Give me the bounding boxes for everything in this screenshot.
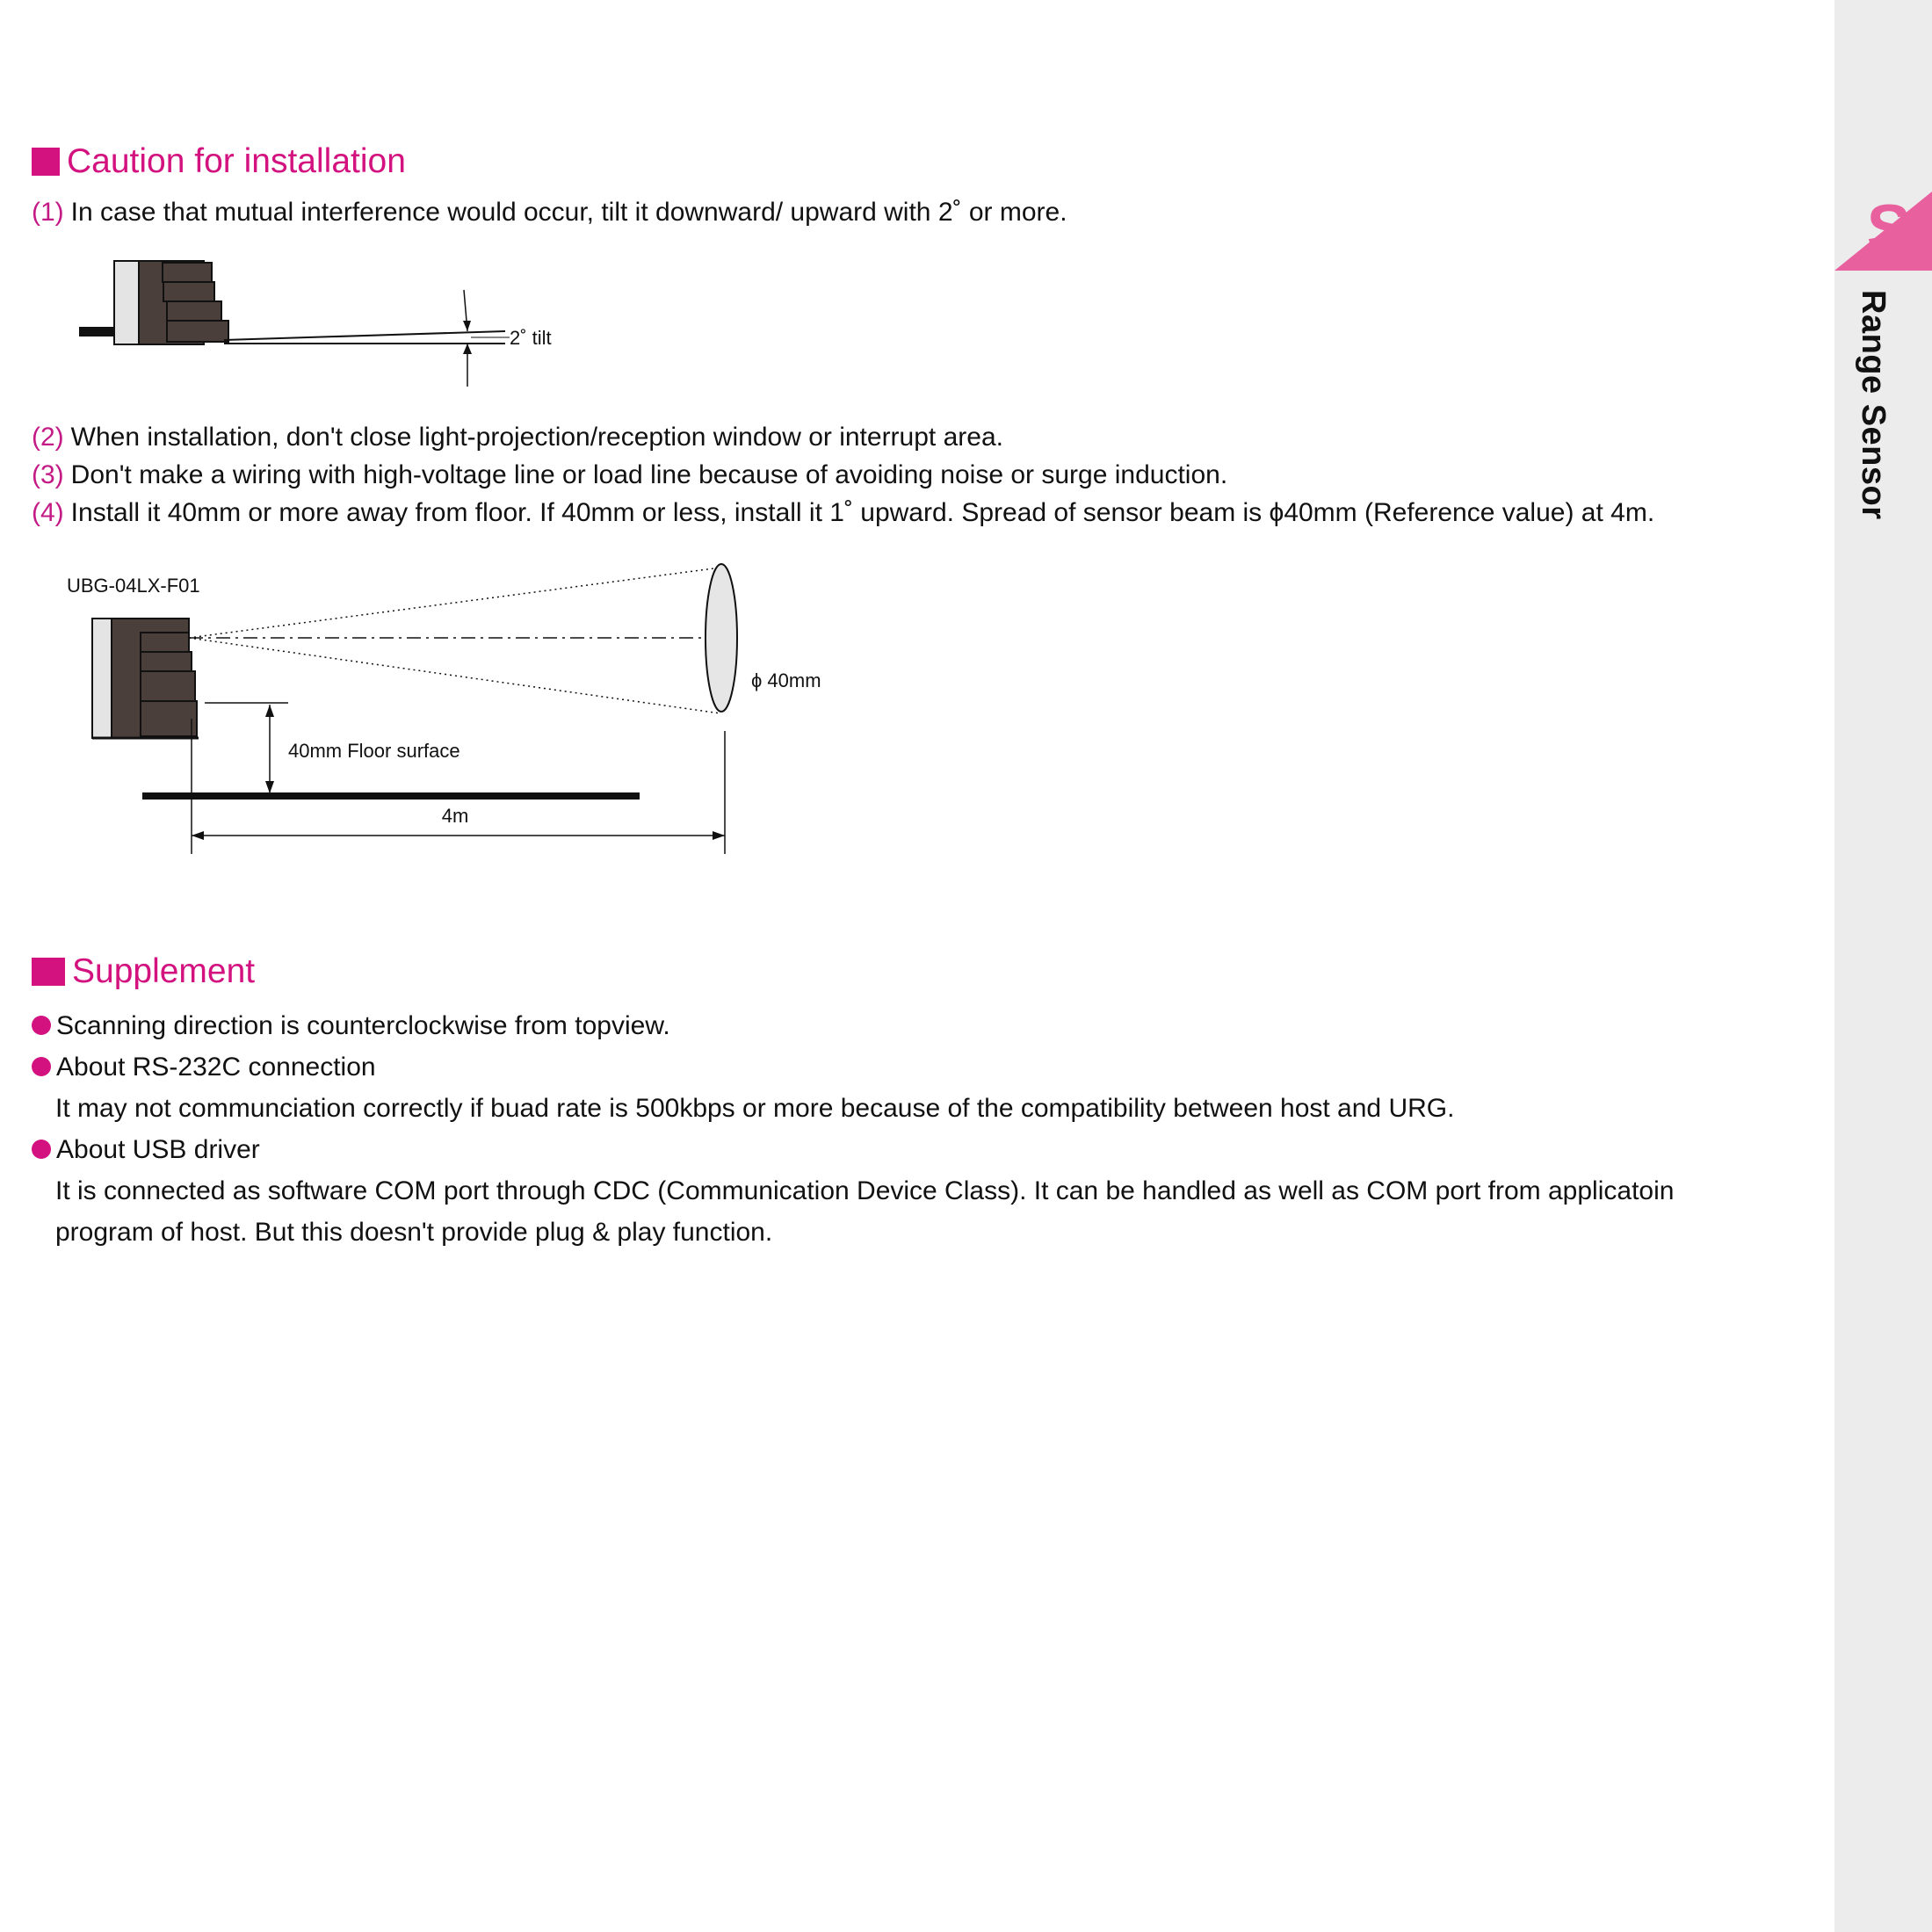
supplement-heading (32, 952, 255, 991)
supplement-item-2 (32, 1051, 376, 1084)
side-tab-label: Range Sensor (1855, 290, 1892, 520)
section-letter-icon (1854, 192, 1924, 262)
item-text: Don't make a wiring with high-voltage line or load line because of avoiding noise or surge induction. (70, 460, 1228, 489)
item-heading: Scanning direction is counterclockwise from topview. (56, 1011, 670, 1040)
caution-title: Caution for installation (67, 142, 406, 180)
diameter-label: ϕ 40mm (751, 669, 821, 691)
square-bullet-icon (32, 958, 65, 986)
supplement-title: Supplement (72, 952, 256, 990)
height-label: 40mm Floor surface (288, 740, 460, 762)
beam-lower-edge (189, 638, 720, 713)
caution-item-3 (32, 459, 1227, 492)
supplement-item-1 (32, 1009, 670, 1043)
circle-bullet-icon (32, 1140, 51, 1159)
tilt-diagram (70, 250, 597, 391)
circle-bullet-icon (32, 1057, 51, 1076)
tilted-beam-line (224, 331, 505, 340)
supplement-item-3-body-line-2: program of host. But this doesn't provide plug & play function. (55, 1218, 773, 1247)
beam-upper-edge (189, 568, 720, 638)
item-number: (2) (32, 423, 64, 452)
square-bullet-icon (32, 148, 60, 176)
circle-bullet-icon (32, 1016, 51, 1035)
item-number: (1) (32, 198, 64, 227)
sensor-cable (79, 327, 116, 336)
svg-text:S: S (1866, 192, 1912, 262)
caution-item-2 (32, 421, 1003, 454)
beam-spread-diagram (53, 562, 843, 861)
supplement-item-3 (32, 1133, 260, 1167)
item-heading: About USB driver (56, 1135, 260, 1164)
caution-item-1 (32, 196, 1067, 229)
item-text: When installation, don't close light-projection/reception window or interrupt area. (70, 423, 1003, 452)
sensor-body-icon (114, 261, 228, 344)
tilt-label: 2˚ tilt (510, 327, 552, 349)
supplement-item-3-body-line-1: It is connected as software COM port through CDC (Communication Device Class). It can be handled as well as COM port from applicatoin (55, 1176, 1675, 1205)
item-number: (3) (32, 460, 64, 489)
supplement-item-2-body: It may not communciation correctly if buad rate is 500kbps or more because of the compatibility between host and URG. (55, 1094, 1455, 1123)
item-text: In case that mutual interference would occur, tilt it downward/ upward with 2˚ or more. (70, 198, 1067, 227)
item-heading: About RS-232C connection (56, 1053, 376, 1082)
caution-item-4 (32, 496, 1654, 530)
item-number: (4) (32, 498, 64, 527)
beam-spot-ellipse (706, 564, 737, 712)
model-label: UBG-04LX-F01 (67, 575, 200, 597)
distance-label: 4m (441, 805, 469, 827)
sensor-body-icon (92, 619, 199, 738)
caution-heading (32, 142, 406, 181)
item-text: Install it 40mm or more away from floor. If 40mm or less, install it 1˚ upward. Spread of sensor beam is ϕ40mm (Reference value) at 4m. (70, 498, 1655, 527)
